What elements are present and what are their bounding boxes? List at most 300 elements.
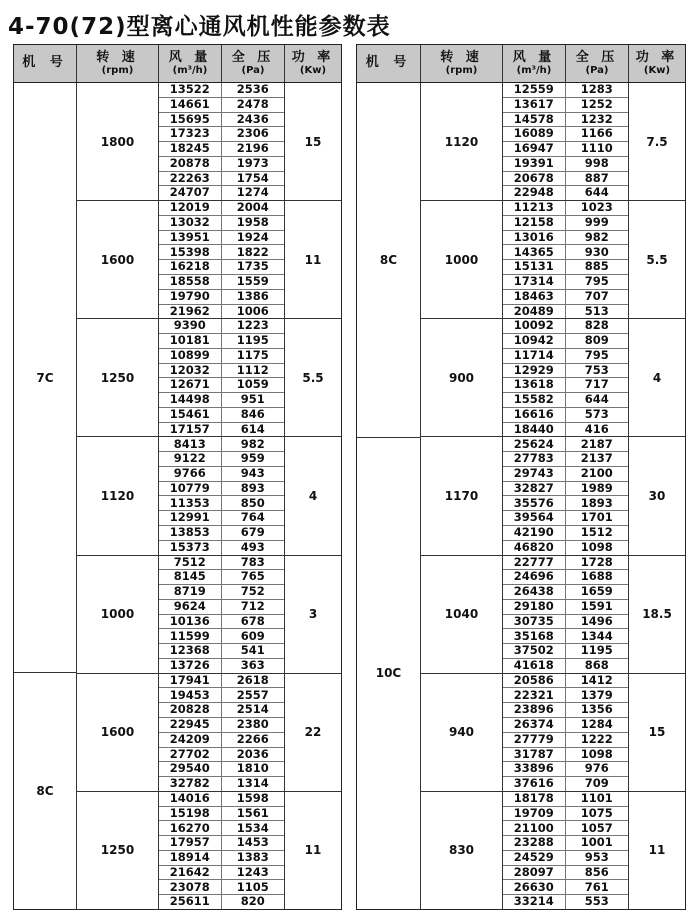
power-cell: 30 bbox=[648, 488, 666, 503]
flow-value: 18245 bbox=[159, 142, 222, 156]
speed-cell: 830 bbox=[421, 792, 503, 909]
speed-cell: 1170 bbox=[421, 437, 503, 554]
flow-value: 12158 bbox=[503, 216, 566, 230]
flow-value: 32827 bbox=[503, 482, 566, 496]
table-row bbox=[503, 792, 628, 807]
flow-value: 18558 bbox=[159, 275, 222, 289]
table-row bbox=[503, 408, 628, 423]
table-row bbox=[159, 629, 284, 644]
flow-value: 27702 bbox=[159, 748, 222, 762]
flow-value: 32782 bbox=[159, 777, 222, 791]
flow-value: 12032 bbox=[159, 364, 222, 378]
header-speed bbox=[421, 45, 503, 82]
table-row bbox=[159, 305, 284, 319]
flow-value: 35168 bbox=[503, 629, 566, 643]
flow-value: 25611 bbox=[159, 895, 222, 909]
table-row bbox=[503, 851, 628, 866]
table-row bbox=[159, 201, 284, 216]
pressure-value: 998 bbox=[584, 155, 609, 170]
pressure-value: 1059 bbox=[236, 377, 269, 392]
table-row bbox=[159, 866, 284, 881]
table-row bbox=[503, 703, 628, 718]
pressure-value: 709 bbox=[584, 776, 609, 791]
pressure-value: 885 bbox=[584, 259, 609, 274]
header-flow bbox=[503, 45, 566, 82]
table-row bbox=[159, 423, 284, 437]
pressure-value: 609 bbox=[240, 628, 265, 643]
pressure-value: 1893 bbox=[580, 495, 613, 510]
flow-value: 10092 bbox=[503, 319, 566, 333]
speed-group bbox=[77, 319, 341, 437]
flow-value: 22945 bbox=[159, 718, 222, 732]
flow-value: 12368 bbox=[159, 644, 222, 658]
flow-value: 22777 bbox=[503, 556, 566, 570]
flow-value: 11599 bbox=[159, 629, 222, 643]
header-speed-label: 转 速 bbox=[440, 49, 483, 65]
flow-value: 24707 bbox=[159, 186, 222, 200]
table-row bbox=[503, 260, 628, 275]
table-row bbox=[159, 378, 284, 393]
flow-pressure-rows bbox=[503, 201, 629, 318]
flow-value: 23288 bbox=[503, 836, 566, 850]
table-row bbox=[159, 762, 284, 777]
flow-value: 13016 bbox=[503, 231, 566, 245]
table-row bbox=[503, 305, 628, 319]
flow-value: 14365 bbox=[503, 245, 566, 259]
flow-value: 12671 bbox=[159, 378, 222, 392]
pressure-value: 1496 bbox=[580, 613, 613, 628]
speed-group bbox=[421, 674, 685, 792]
table-row bbox=[503, 659, 628, 673]
header-flow bbox=[159, 45, 222, 82]
flow-pressure-rows bbox=[159, 437, 285, 554]
table-row bbox=[503, 821, 628, 836]
flow-value: 16947 bbox=[503, 142, 566, 156]
machine-number-cell: 10C bbox=[357, 438, 421, 909]
table-row bbox=[503, 334, 628, 349]
flow-value: 19391 bbox=[503, 157, 566, 171]
pressure-value: 828 bbox=[584, 318, 609, 333]
pressure-value: 976 bbox=[584, 761, 609, 776]
pressure-value: 1243 bbox=[236, 864, 269, 879]
flow-value: 28097 bbox=[503, 866, 566, 880]
flow-value: 26630 bbox=[503, 880, 566, 894]
pressure-value: 1591 bbox=[580, 598, 613, 613]
flow-value: 15131 bbox=[503, 260, 566, 274]
table-row bbox=[159, 836, 284, 851]
pressure-value: 930 bbox=[584, 244, 609, 259]
pressure-value: 2478 bbox=[236, 96, 269, 111]
pressure-value: 416 bbox=[584, 421, 609, 436]
pressure-value: 893 bbox=[240, 480, 265, 495]
left-performance-table bbox=[13, 44, 342, 910]
pressure-value: 856 bbox=[584, 864, 609, 879]
flow-pressure-rows bbox=[503, 319, 629, 436]
table-row bbox=[503, 482, 628, 497]
table-row bbox=[159, 319, 284, 334]
pressure-value: 1284 bbox=[580, 717, 613, 732]
table-row bbox=[503, 556, 628, 571]
table-row bbox=[503, 718, 628, 733]
table-row bbox=[159, 807, 284, 822]
table-row bbox=[159, 364, 284, 379]
pressure-value: 999 bbox=[584, 215, 609, 230]
flow-pressure-rows bbox=[503, 556, 629, 673]
flow-value: 19790 bbox=[159, 290, 222, 304]
pressure-value: 1735 bbox=[236, 259, 269, 274]
pressure-value: 1175 bbox=[236, 347, 269, 362]
flow-value: 9624 bbox=[159, 600, 222, 614]
pressure-value: 2137 bbox=[580, 451, 613, 466]
table-row bbox=[159, 748, 284, 763]
flow-value: 11353 bbox=[159, 496, 222, 510]
pressure-value: 1098 bbox=[580, 539, 613, 554]
table-row bbox=[159, 142, 284, 157]
table-row bbox=[503, 437, 628, 452]
flow-value: 29743 bbox=[503, 467, 566, 481]
table-row bbox=[503, 186, 628, 200]
flow-value: 8145 bbox=[159, 570, 222, 584]
flow-value: 20878 bbox=[159, 157, 222, 171]
table-row bbox=[159, 172, 284, 187]
pressure-value: 982 bbox=[584, 229, 609, 244]
flow-pressure-rows bbox=[159, 556, 285, 673]
machine-number-cell: 8C bbox=[14, 673, 77, 909]
machine-number-cell: 8C bbox=[357, 83, 421, 438]
pressure-value: 752 bbox=[240, 584, 265, 599]
pressure-value: 795 bbox=[584, 274, 609, 289]
pressure-value: 753 bbox=[584, 362, 609, 377]
header-machine bbox=[14, 45, 77, 82]
flow-value: 17157 bbox=[159, 423, 222, 437]
pressure-value: 2514 bbox=[236, 702, 269, 717]
table-row bbox=[503, 157, 628, 172]
pressure-value: 1512 bbox=[580, 525, 613, 540]
speed-cell: 1000 bbox=[77, 556, 159, 673]
header-power bbox=[629, 45, 685, 82]
flow-value: 15582 bbox=[503, 393, 566, 407]
flow-value: 18440 bbox=[503, 423, 566, 437]
speed-group bbox=[421, 319, 685, 437]
table-row bbox=[159, 127, 284, 142]
pressure-value: 1314 bbox=[236, 776, 269, 791]
flow-value: 22321 bbox=[503, 688, 566, 702]
pressure-value: 1101 bbox=[580, 790, 613, 805]
flow-pressure-rows bbox=[503, 83, 629, 200]
flow-value: 41618 bbox=[503, 659, 566, 673]
table-row bbox=[503, 748, 628, 763]
header-flow-unit: (m³/h) bbox=[172, 65, 208, 77]
table-row bbox=[159, 113, 284, 128]
table-row bbox=[503, 216, 628, 231]
table-row bbox=[159, 585, 284, 600]
speed-cell: 1120 bbox=[421, 83, 503, 200]
header-speed-unit: (rpm) bbox=[101, 65, 134, 77]
table-row bbox=[159, 703, 284, 718]
speed-groups bbox=[421, 83, 685, 909]
header-flow-unit: (m³/h) bbox=[516, 65, 552, 77]
table-row bbox=[159, 98, 284, 113]
pressure-value: 644 bbox=[584, 185, 609, 200]
table-row bbox=[159, 511, 284, 526]
table-row bbox=[503, 467, 628, 482]
table-row bbox=[159, 482, 284, 497]
flow-value: 21100 bbox=[503, 821, 566, 835]
flow-value: 14578 bbox=[503, 113, 566, 127]
flow-value: 33896 bbox=[503, 762, 566, 776]
flow-value: 42190 bbox=[503, 526, 566, 540]
pressure-value: 1222 bbox=[580, 731, 613, 746]
table-row bbox=[159, 83, 284, 98]
flow-value: 25624 bbox=[503, 437, 566, 451]
header-pressure bbox=[566, 45, 629, 82]
table-row bbox=[503, 629, 628, 644]
flow-value: 10779 bbox=[159, 482, 222, 496]
header-speed-label: 转 速 bbox=[96, 49, 139, 65]
pressure-value: 2557 bbox=[236, 687, 269, 702]
table-row bbox=[503, 526, 628, 541]
speed-cell: 1250 bbox=[77, 792, 159, 909]
flow-value: 33214 bbox=[503, 895, 566, 909]
pressure-value: 1688 bbox=[580, 569, 613, 584]
speed-group bbox=[421, 437, 685, 555]
table-row bbox=[503, 423, 628, 437]
flow-value: 7512 bbox=[159, 556, 222, 570]
pressure-value: 644 bbox=[584, 392, 609, 407]
speed-group bbox=[77, 437, 341, 555]
flow-value: 23896 bbox=[503, 703, 566, 717]
table-row bbox=[159, 157, 284, 172]
speed-cell: 1120 bbox=[77, 437, 159, 554]
pressure-value: 1561 bbox=[236, 805, 269, 820]
table-row bbox=[503, 127, 628, 142]
machine-column bbox=[357, 83, 421, 909]
flow-value: 20678 bbox=[503, 172, 566, 186]
table-row bbox=[159, 733, 284, 748]
header-power-label: 功 率 bbox=[291, 49, 335, 65]
table-header-row bbox=[357, 45, 685, 83]
pressure-value: 959 bbox=[240, 451, 265, 466]
pressure-value: 795 bbox=[584, 347, 609, 362]
table-row bbox=[503, 245, 628, 260]
flow-value: 12019 bbox=[159, 201, 222, 215]
flow-value: 9766 bbox=[159, 467, 222, 481]
pressure-value: 2536 bbox=[236, 82, 269, 97]
flow-value: 13618 bbox=[503, 378, 566, 392]
pressure-value: 1195 bbox=[236, 333, 269, 348]
speed-cell: 1250 bbox=[77, 319, 159, 436]
table-row bbox=[503, 275, 628, 290]
pressure-value: 1559 bbox=[236, 274, 269, 289]
table-row bbox=[159, 880, 284, 895]
table-row bbox=[503, 807, 628, 822]
pressure-value: 1356 bbox=[580, 702, 613, 717]
flow-value: 18463 bbox=[503, 290, 566, 304]
pressure-value: 1973 bbox=[236, 155, 269, 170]
flow-value: 14016 bbox=[159, 792, 222, 806]
flow-value: 14498 bbox=[159, 393, 222, 407]
pressure-value: 1223 bbox=[236, 318, 269, 333]
flow-value: 15373 bbox=[159, 541, 222, 555]
pressure-value: 513 bbox=[584, 303, 609, 318]
flow-value: 13617 bbox=[503, 98, 566, 112]
machine-column bbox=[14, 83, 77, 909]
table-row bbox=[159, 600, 284, 615]
flow-value: 46820 bbox=[503, 541, 566, 555]
flow-value: 12929 bbox=[503, 364, 566, 378]
flow-pressure-rows bbox=[503, 792, 629, 909]
table-row bbox=[159, 231, 284, 246]
table-row bbox=[159, 718, 284, 733]
power-cell: 7.5 bbox=[646, 134, 668, 149]
pressure-value: 1453 bbox=[236, 835, 269, 850]
pressure-value: 679 bbox=[240, 525, 265, 540]
flow-pressure-rows bbox=[503, 674, 629, 791]
pressure-value: 2306 bbox=[236, 126, 269, 141]
table-row bbox=[159, 437, 284, 452]
speed-cell: 1040 bbox=[421, 556, 503, 673]
flow-value: 13951 bbox=[159, 231, 222, 245]
speed-cell: 940 bbox=[421, 674, 503, 791]
page-title: 4-70(72)型离心通风机性能参数表 bbox=[8, 14, 391, 40]
pressure-value: 493 bbox=[240, 539, 265, 554]
flow-value: 16270 bbox=[159, 821, 222, 835]
power-cell: 5.5 bbox=[646, 252, 668, 267]
pressure-value: 1105 bbox=[236, 879, 269, 894]
flow-value: 15695 bbox=[159, 113, 222, 127]
flow-value: 37502 bbox=[503, 644, 566, 658]
table-row bbox=[159, 541, 284, 555]
pressure-value: 868 bbox=[584, 658, 609, 673]
pressure-value: 951 bbox=[240, 392, 265, 407]
pressure-value: 541 bbox=[240, 643, 265, 658]
table-row bbox=[159, 408, 284, 423]
flow-value: 10942 bbox=[503, 334, 566, 348]
flow-value: 20828 bbox=[159, 703, 222, 717]
right-performance-table bbox=[356, 44, 686, 910]
speed-cell: 900 bbox=[421, 319, 503, 436]
table-row bbox=[159, 349, 284, 364]
pressure-value: 1344 bbox=[580, 628, 613, 643]
flow-value: 9122 bbox=[159, 452, 222, 466]
speed-group bbox=[77, 201, 341, 319]
table-row bbox=[503, 585, 628, 600]
table-row bbox=[503, 777, 628, 791]
flow-pressure-rows bbox=[159, 674, 285, 791]
table-row bbox=[503, 541, 628, 555]
pressure-value: 678 bbox=[240, 613, 265, 628]
pressure-value: 1283 bbox=[580, 82, 613, 97]
pressure-value: 1958 bbox=[236, 215, 269, 230]
table-row bbox=[159, 275, 284, 290]
table-row bbox=[503, 113, 628, 128]
table-row bbox=[503, 836, 628, 851]
pressure-value: 2100 bbox=[580, 466, 613, 481]
pressure-value: 2196 bbox=[236, 141, 269, 156]
table-row bbox=[503, 644, 628, 659]
flow-value: 10899 bbox=[159, 349, 222, 363]
flow-value: 27779 bbox=[503, 733, 566, 747]
flow-value: 22948 bbox=[503, 186, 566, 200]
header-pressure bbox=[222, 45, 285, 82]
flow-value: 14661 bbox=[159, 98, 222, 112]
pressure-value: 1195 bbox=[580, 643, 613, 658]
header-power bbox=[285, 45, 341, 82]
machine-number-cell: 7C bbox=[14, 83, 77, 673]
table-row bbox=[159, 777, 284, 791]
table-row bbox=[159, 792, 284, 807]
pressure-value: 2380 bbox=[236, 717, 269, 732]
power-cell: 15 bbox=[304, 134, 322, 149]
flow-value: 23078 bbox=[159, 880, 222, 894]
flow-value: 27783 bbox=[503, 452, 566, 466]
pressure-value: 573 bbox=[584, 407, 609, 421]
pressure-value: 783 bbox=[240, 554, 265, 569]
pressure-value: 1379 bbox=[580, 687, 613, 702]
pressure-value: 1822 bbox=[236, 244, 269, 259]
power-cell: 11 bbox=[648, 843, 666, 858]
table-row bbox=[159, 526, 284, 541]
pressure-value: 982 bbox=[240, 436, 265, 451]
flow-value: 13726 bbox=[159, 659, 222, 673]
flow-value: 15461 bbox=[159, 408, 222, 422]
flow-value: 26438 bbox=[503, 585, 566, 599]
power-cell: 18.5 bbox=[642, 607, 672, 622]
table-row bbox=[159, 496, 284, 511]
header-power-unit: (Kw) bbox=[643, 65, 671, 77]
flow-value: 12991 bbox=[159, 511, 222, 525]
pressure-value: 1989 bbox=[580, 480, 613, 495]
table-row bbox=[159, 393, 284, 408]
flow-value: 16616 bbox=[503, 408, 566, 422]
table-row bbox=[159, 659, 284, 673]
table-row bbox=[503, 452, 628, 467]
flow-value: 8719 bbox=[159, 585, 222, 599]
table-row bbox=[503, 83, 628, 98]
flow-value: 22263 bbox=[159, 172, 222, 186]
power-cell: 4 bbox=[652, 370, 662, 385]
table-row bbox=[159, 688, 284, 703]
flow-value: 13522 bbox=[159, 83, 222, 97]
table-row bbox=[503, 142, 628, 157]
flow-value: 9390 bbox=[159, 319, 222, 333]
pressure-value: 1274 bbox=[236, 185, 269, 200]
flow-pressure-rows bbox=[159, 201, 285, 318]
table-row bbox=[159, 216, 284, 231]
speed-group bbox=[77, 556, 341, 674]
table-row bbox=[503, 319, 628, 334]
header-speed bbox=[77, 45, 159, 82]
table-body bbox=[357, 83, 685, 909]
header-pressure-label: 全 压 bbox=[231, 49, 275, 65]
flow-value: 10136 bbox=[159, 615, 222, 629]
flow-value: 18914 bbox=[159, 851, 222, 865]
pressure-value: 1534 bbox=[236, 820, 269, 835]
flow-value: 35576 bbox=[503, 496, 566, 510]
table-row bbox=[159, 556, 284, 571]
flow-value: 24209 bbox=[159, 733, 222, 747]
flow-value: 18178 bbox=[503, 792, 566, 806]
power-cell: 5.5 bbox=[302, 370, 324, 385]
table-row bbox=[503, 201, 628, 216]
table-row bbox=[159, 186, 284, 200]
table-row bbox=[503, 615, 628, 630]
flow-value: 39564 bbox=[503, 511, 566, 525]
flow-value: 11714 bbox=[503, 349, 566, 363]
flow-value: 11213 bbox=[503, 201, 566, 215]
header-machine bbox=[357, 45, 421, 82]
pressure-value: 1166 bbox=[580, 126, 613, 141]
